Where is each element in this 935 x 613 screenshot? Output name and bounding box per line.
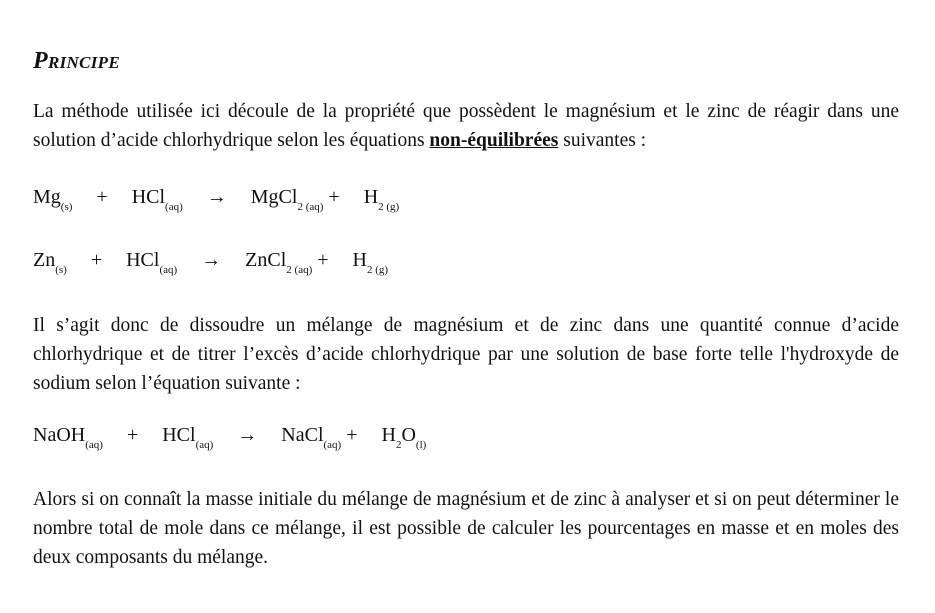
eq3-arrow: → [237,424,258,446]
eq1-reactant2-state: (aq) [165,201,183,213]
eq3-reactant2: HCl [162,424,196,446]
eq3-product2-h: H [381,424,396,446]
eq3-product1-sub: (aq) [323,439,342,451]
eq1-plus2: + [328,186,340,208]
method-paragraph: Il s’agit donc de dissoudre un mélange de magnésium et de zinc dans une quantité connue d’acide chlorhydrique et de titrer l’excès d’acide chlorhydrique par une solution de base forte telle l'hydroxyde de sodium selon l’équation suivante : [33,315,899,394]
eq2-product1-sub: 2 (aq) [286,264,313,276]
eq2-reactant2: HCl [126,249,160,271]
eq2-reactant1-state: (s) [55,264,67,276]
eq2-product2-sub: 2 (g) [367,264,389,276]
eq1-reactant1-state: (s) [60,201,73,213]
intro-emphasis: non-équilibrées [429,130,559,151]
eq3-reactant2-state: (aq) [195,439,214,451]
intro-text-after: suivantes : [558,130,647,151]
eq1-product2: H [363,186,379,208]
eq3-product2-sub: 2 [395,439,402,451]
equation-titration [33,423,427,451]
intro-paragraph [33,97,899,155]
eq3-product1: NaCl [281,424,324,446]
eq3-product2-o: O [401,424,416,446]
eq1-arrow: → [206,186,227,208]
heading-initial: P [33,48,48,74]
conclusion-paragraph: Alors si on connaît la masse initiale du mélange de magnésium et de zinc à analyser et si on peut déterminer le nombre total de mole dans ce mélange, il est possible de calculer les pourcentages en masse et en moles des deux composants du mélange. [33,489,899,568]
section-heading [33,48,120,75]
equation-zinc [33,248,389,276]
eq2-reactant2-state: (aq) [159,264,178,276]
eq3-product2-state: (l) [415,439,427,451]
eq2-plus1: + [90,249,103,271]
eq2-plus2: + [317,249,329,271]
eq1-reactant1: Mg [33,186,61,208]
eq1-plus1: + [96,186,108,208]
eq1-product2-sub: 2 (g) [378,201,400,213]
intro-text-before: La méthode utilisée ici découle de la propriété que possèdent le magnésium et le zinc de réagir dans une solution d’acide chlorhydrique selon les équations [33,101,899,151]
eq2-reactant1: Zn [33,249,56,271]
eq3-plus2: + [346,424,358,446]
eq2-product2: H [352,249,367,271]
eq2-product1: ZnCl [245,249,287,271]
eq3-reactant1-state: (aq) [85,439,103,451]
heading-rest: RINCIPE [47,53,120,72]
eq1-product1: MgCl [250,186,298,208]
eq1-reactant2: HCl [131,186,166,208]
eq3-reactant1: NaOH [33,424,86,446]
eq1-product1-sub: 2 (aq) [297,201,324,213]
eq3-plus1: + [126,424,139,446]
eq2-arrow: → [201,249,222,271]
equation-magnesium [33,185,400,213]
